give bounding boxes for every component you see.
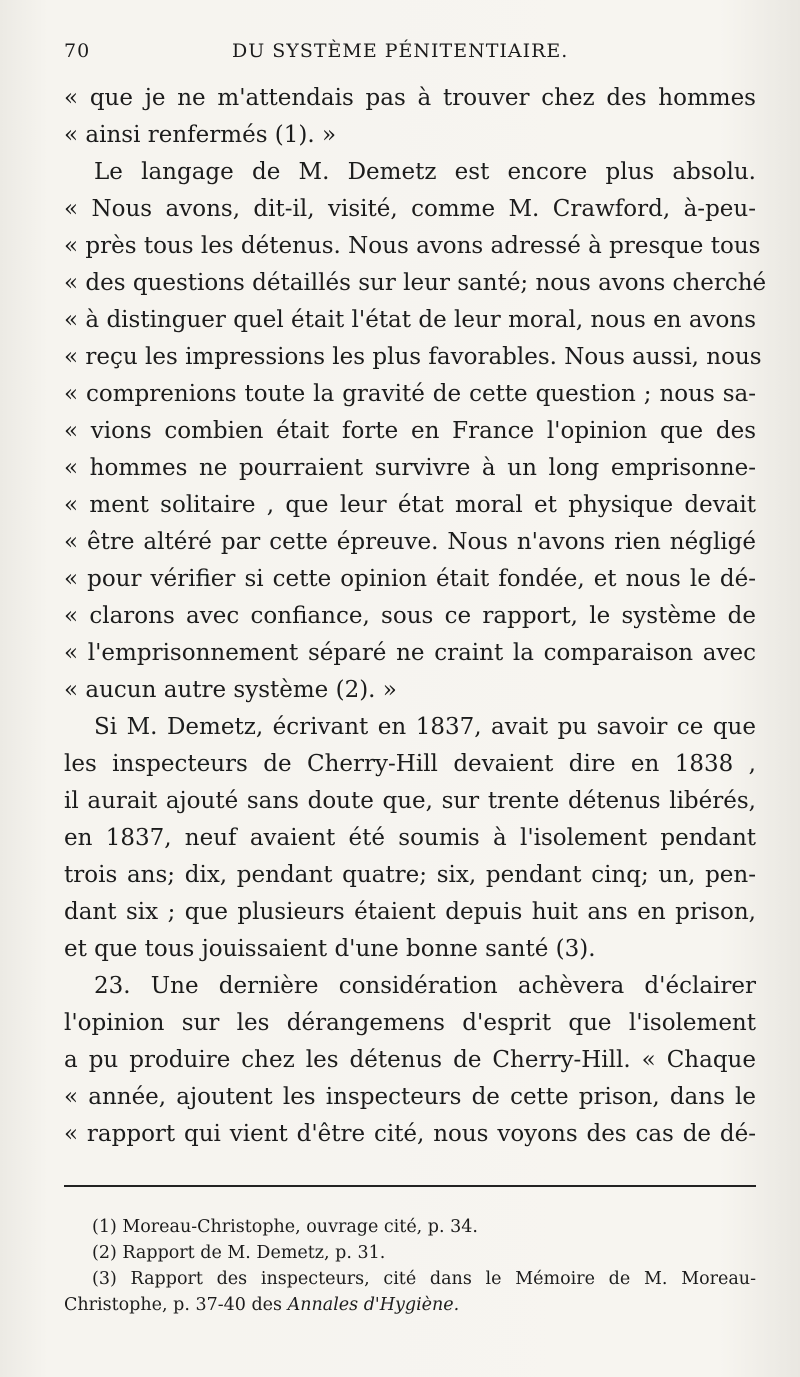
text-line: trois ans; dix, pendant quatre; six, pendant cinq; un, pen- bbox=[64, 862, 756, 888]
footnote-3-prefix: Christophe, p. 37-40 des bbox=[64, 1295, 283, 1315]
footnotes bbox=[64, 1214, 756, 1318]
text-line: « des questions détaillés sur leur santé; nous avons cherché bbox=[64, 270, 767, 296]
footnote-rule bbox=[64, 1185, 756, 1187]
text-line: « clarons avec confiance, sous ce rapport, le système de bbox=[64, 603, 756, 629]
text-line: les inspecteurs de Cherry-Hill devaient dire en 1838 , bbox=[64, 751, 756, 777]
text-line: « près tous les détenus. Nous avons adressé à presque tous bbox=[64, 233, 761, 259]
text-line: « pour vérifier si cette opinion était fondée, et nous le dé- bbox=[64, 566, 756, 592]
text-line: « vions combien était forte en France l'opinion que des bbox=[64, 418, 756, 444]
text-line: a pu produire chez les détenus de Cherry-Hill. « Chaque bbox=[64, 1047, 756, 1073]
text-line: « rapport qui vient d'être cité, nous voyons des cas de dé- bbox=[64, 1121, 756, 1147]
text-line: « comprenions toute la gravité de cette question ; nous sa- bbox=[64, 381, 756, 407]
footnote-2: (2) Rapport de M. Demetz, p. 31. bbox=[92, 1243, 386, 1263]
text-line: « à distinguer quel était l'état de leur moral, nous en avons bbox=[64, 307, 756, 333]
text-line: « reçu les impressions les plus favorables. Nous aussi, nous bbox=[64, 344, 762, 370]
text-line: « aucun autre système (2). » bbox=[64, 677, 397, 703]
page-header bbox=[64, 40, 752, 76]
text-line: Si M. Demetz, écrivant en 1837, avait pu savoir ce que bbox=[94, 714, 756, 740]
text-line: « Nous avons, dit-il, visité, comme M. Crawford, à-peu- bbox=[64, 196, 756, 222]
text-line: il aurait ajouté sans doute que, sur trente détenus libérés, bbox=[64, 788, 756, 814]
text-line: « ment solitaire , que leur état moral et physique devait bbox=[64, 492, 756, 518]
text-line: « que je ne m'attendais pas à trouver chez des hommes bbox=[64, 85, 756, 111]
footnote-3-journal: Annales d'Hygiène. bbox=[287, 1295, 460, 1315]
text-line: « année, ajoutent les inspecteurs de cette prison, dans le bbox=[64, 1084, 756, 1110]
text-line: l'opinion sur les dérangemens d'esprit que l'isolement bbox=[64, 1010, 756, 1036]
text-line: 23. Une dernière considération achèvera d'éclairer bbox=[94, 973, 756, 999]
footnote-3-line-1: (3) Rapport des inspecteurs, cité dans le Mémoire de M. Moreau- bbox=[92, 1269, 756, 1289]
text-line: « ainsi renfermés (1). » bbox=[64, 122, 337, 148]
text-line: « hommes ne pourraient survivre à un long emprisonne- bbox=[64, 455, 756, 481]
text-line: « être altéré par cette épreuve. Nous n'avons rien négligé bbox=[64, 529, 756, 555]
text-line: et que tous jouissaient d'une bonne santé (3). bbox=[64, 936, 596, 962]
text-line: dant six ; que plusieurs étaient depuis huit ans en prison, bbox=[64, 899, 756, 925]
body-text bbox=[64, 80, 767, 1153]
footnote-1: (1) Moreau-Christophe, ouvrage cité, p. 34. bbox=[92, 1217, 478, 1237]
text-line: en 1837, neuf avaient été soumis à l'isolement pendant bbox=[64, 825, 756, 851]
running-title: DU SYSTÈME PÉNITENTIAIRE. bbox=[232, 40, 569, 62]
page-number: 70 bbox=[64, 40, 91, 62]
text-line: Le langage de M. Demetz est encore plus absolu. bbox=[94, 159, 756, 185]
text-line: « l'emprisonnement séparé ne craint la comparaison avec bbox=[64, 640, 756, 666]
footnote-3-line-2 bbox=[64, 1292, 756, 1318]
